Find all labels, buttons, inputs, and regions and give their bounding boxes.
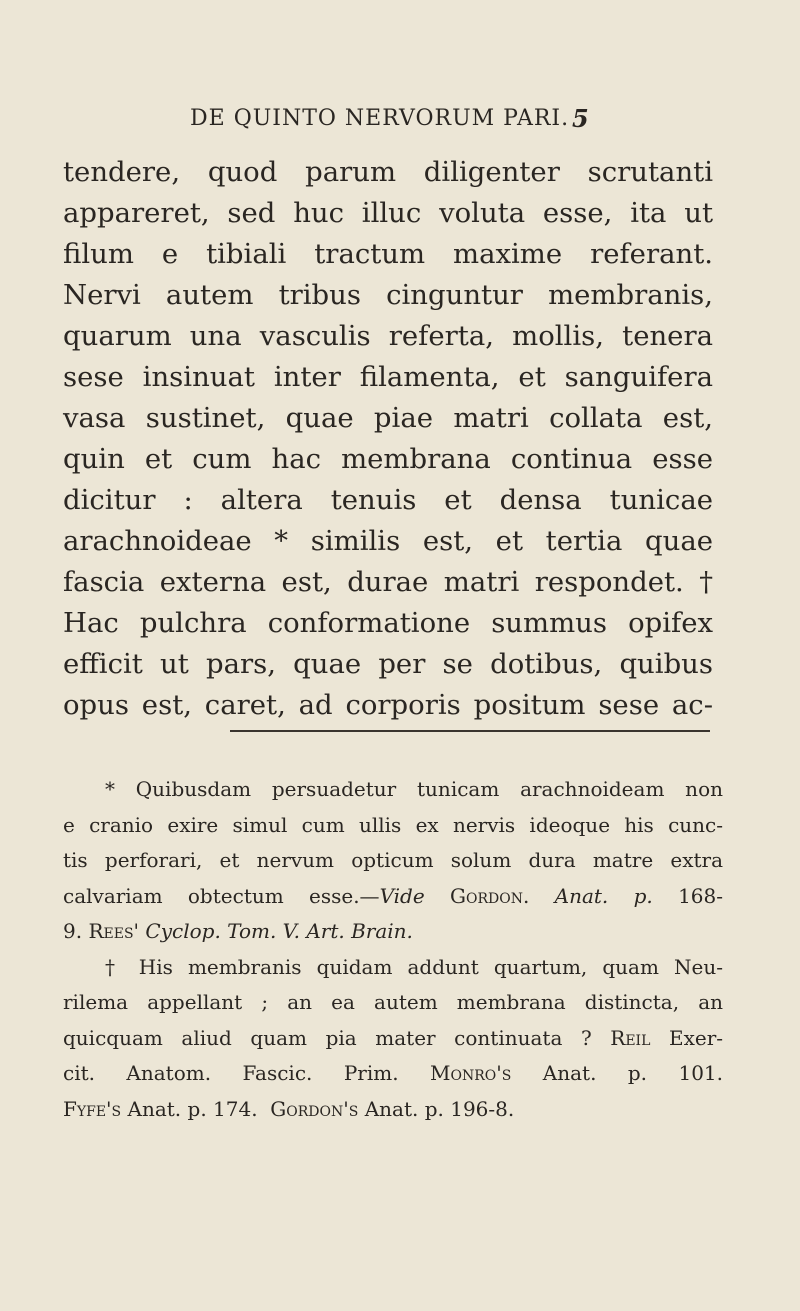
- footnotes: [63, 772, 723, 1127]
- footnote-pages: 9.: [63, 919, 83, 943]
- footnote-2-line: rilema appellant ; an ea autem membrana distincta, an: [63, 990, 723, 1014]
- text-line: filum e tibiali tractum maxime referant.: [63, 238, 713, 270]
- footnote-vide: Vide: [379, 883, 425, 908]
- text-line: Hac pulchra conformatione summus opifex: [63, 607, 713, 639]
- footnote-text: Anat. p. 174.: [127, 1096, 258, 1121]
- footnote-2-line: † His membranis quidam addunt quartum, quam Neu-: [105, 954, 723, 979]
- text-line: opus est, caret, ad corporis positum sese ac-: [63, 689, 713, 721]
- footnote-author: Gordon.: [450, 883, 530, 908]
- text-line: arachnoideae * similis est, et tertia quae: [63, 525, 713, 557]
- text-line: efficit ut pars, quae per se dotibus, quibus: [63, 648, 713, 680]
- footnote-2-line: [63, 1056, 723, 1092]
- footnote-text: cit. Anatom. Fascic. Prim.: [63, 1061, 399, 1085]
- footnote-ref: Anat. p.: [554, 883, 653, 908]
- text-line: Nervi autem tribus cinguntur membranis,: [63, 279, 713, 311]
- text-line: sese insinuat inter filamenta, et sanguifera: [63, 361, 713, 393]
- text-line: quin et cum hac membrana continua esse: [63, 443, 713, 475]
- footnote-author: Rees': [88, 919, 140, 943]
- page-number: 5: [572, 104, 589, 133]
- main-text: [63, 152, 713, 726]
- footnote-author: Gordon's: [270, 1096, 359, 1121]
- footnote-divider: [230, 730, 710, 732]
- footnote-1-line: [63, 914, 723, 950]
- footnote-text: Anat. p. 101.: [542, 1061, 724, 1085]
- footnote-text: calvariam obtectum esse.—: [63, 883, 380, 908]
- text-line: appareret, sed huc illuc voluta esse, ita ut: [63, 197, 713, 229]
- footnote-text: Anat. p. 196-8.: [364, 1096, 515, 1121]
- text-line: tendere, quod parum diligenter scrutanti: [63, 156, 713, 188]
- footnote-1-line: tis perforari, et nervum opticum solum dura matre extra: [63, 848, 723, 872]
- text-line: quarum una vasculis referta, mollis, tenera: [63, 320, 713, 352]
- text-line: dicitur : altera tenuis et densa tunicae: [63, 484, 713, 516]
- text-line: fascia externa est, durae matri respondet. †: [63, 566, 713, 598]
- footnote-1-line: * Quibusdam persuadetur tunicam arachnoideam non: [105, 777, 723, 801]
- footnote-pages: 168-: [678, 883, 723, 908]
- footnote-1-line: [63, 879, 723, 915]
- footnote-text: Exer-: [668, 1025, 724, 1050]
- text-line: vasa sustinet, quae piae matri collata est,: [63, 402, 713, 434]
- footnote-text: quicquam aliud quam pia mater continuata ?: [63, 1025, 592, 1050]
- footnote-2-line: [63, 1021, 723, 1057]
- footnote-ref: Cyclop. Tom. V. Art. Brain.: [145, 919, 413, 943]
- running-title: DE QUINTO NERVORUM PARI.: [190, 106, 570, 131]
- footnote-1-line: e cranio exire simul cum ullis ex nervis ideoque his cunc-: [63, 812, 723, 837]
- footnote-author: Monro's: [430, 1061, 512, 1085]
- footnote-author: Reil: [610, 1025, 651, 1050]
- footnote-2-line: [63, 1092, 723, 1128]
- footnote-author: Fyfe's: [63, 1096, 122, 1121]
